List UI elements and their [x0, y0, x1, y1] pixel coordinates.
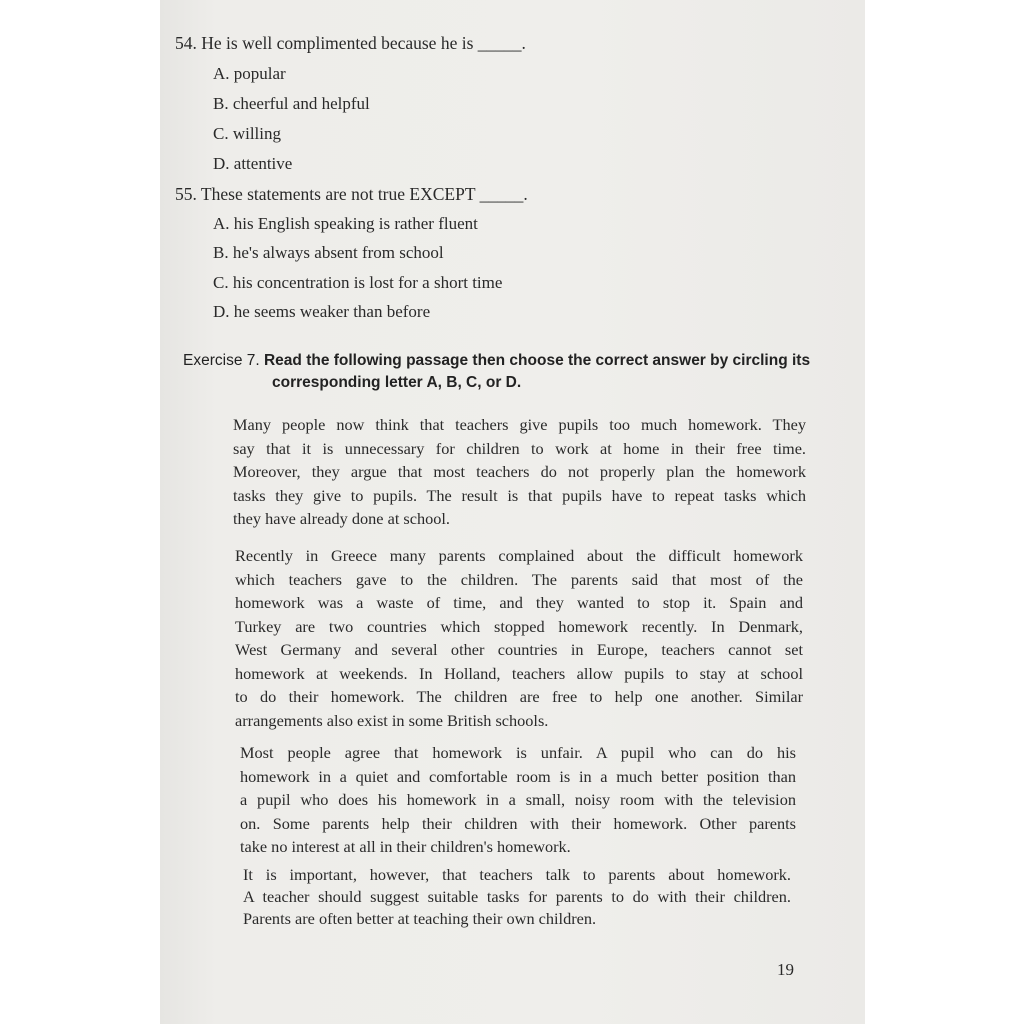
passage-line: tasks they give to pupils. The result is that pupils have to repeat tasks which	[233, 485, 806, 505]
passage-line: Turkey are two countries which stopped homework recently. In Denmark,	[235, 616, 803, 636]
question-54: 54. He is well complimented because he is _____.	[175, 33, 526, 53]
passage-line: homework in a quiet and comfortable room is in a much better position than	[240, 766, 796, 786]
option-55-c: C. his concentration is lost for a short time	[213, 273, 503, 292]
passage-line: Recently in Greece many parents complained about the difficult homework	[235, 546, 803, 565]
passage-paragraph-1	[233, 413, 806, 531]
passage-line: a pupil who does his homework in a small, noisy room with the television	[240, 790, 796, 809]
option-54-a: A. popular	[213, 64, 286, 83]
passage-line: arrangements also exist in some British schools.	[235, 710, 549, 730]
passage-paragraph-3	[240, 741, 796, 859]
option-55-a: A. his English speaking is rather fluent	[213, 214, 478, 233]
passage-line: A teacher should suggest suitable tasks for parents to do with their children.	[243, 887, 791, 906]
exercise-label: Exercise 7.	[183, 352, 260, 369]
passage-line: Many people now think that teachers give pupils too much homework. They	[233, 415, 806, 434]
passage-line: to do their homework. The children are free to help one another. Similar	[235, 687, 803, 706]
option-55-d: D. he seems weaker than before	[213, 302, 431, 321]
passage-paragraph-4	[243, 864, 791, 930]
passage-line: Most people agree that homework is unfair. A pupil who can do his	[240, 743, 796, 762]
passage-line: say that it is unnecessary for children to work at home in their free time.	[233, 438, 806, 458]
page-number: 19	[777, 960, 794, 979]
option-54-b: B. cheerful and helpful	[213, 94, 370, 113]
passage-line: West Germany and several other countries in Europe, teachers cannot set	[235, 640, 803, 659]
exercise-instruction-2: corresponding letter A, B, C, or D.	[272, 374, 522, 391]
exercise-heading	[183, 350, 833, 394]
option-55-b: B. he's always absent from school	[213, 243, 444, 262]
passage-line: Parents are often better at teaching their own children.	[243, 909, 597, 928]
passage-paragraph-2	[235, 544, 803, 732]
exercise-instruction-1: Read the following passage then choose the correct answer by circling its	[263, 352, 811, 369]
passage-line: homework was a waste of time, and they wanted to stop it. Spain and	[235, 593, 803, 612]
passage-line: they have already done at school.	[233, 509, 450, 528]
option-54-d: D. attentive	[213, 154, 293, 173]
passage-line: on. Some parents help their children with their homework. Other parents	[240, 813, 796, 833]
passage-line: Moreover, they argue that most teachers do not properly plan the homework	[233, 462, 806, 481]
question-55: 55. These statements are not true EXCEPT _____.	[175, 184, 528, 204]
passage-line: homework at weekends. In Holland, teachers allow pupils to stay at school	[235, 663, 803, 683]
option-54-c: C. willing	[213, 124, 282, 143]
passage-line: It is important, however, that teachers talk to parents about homework.	[243, 865, 791, 884]
passage-line: take no interest at all in their children's homework.	[240, 837, 571, 856]
passage-line: which teachers gave to the children. The parents said that most of the	[235, 569, 803, 589]
